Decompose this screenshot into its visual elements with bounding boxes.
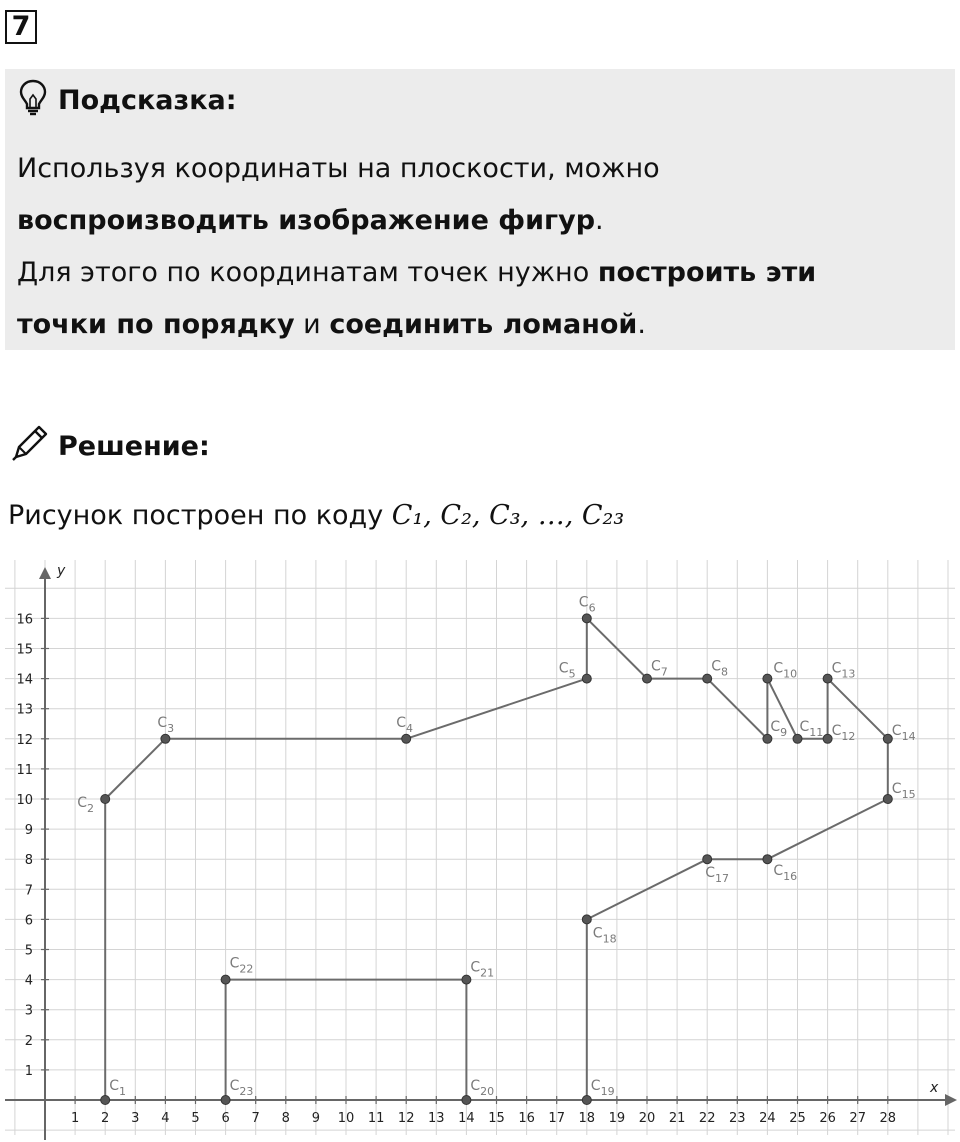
solution-title-row bbox=[10, 424, 210, 468]
point-label: $C_5$ bbox=[558, 660, 576, 681]
point-label: $C_2$ bbox=[77, 795, 94, 815]
point-c6 bbox=[582, 614, 591, 623]
x-tick-label: 14 bbox=[458, 1111, 475, 1126]
hint-bold-3: точки по порядку bbox=[17, 309, 295, 340]
y-tick-label: 8 bbox=[24, 853, 33, 869]
x-tick-label: 25 bbox=[789, 1111, 806, 1126]
point-label: $C_{18}$ bbox=[592, 925, 617, 946]
hint-bold-4: соединить ломаной bbox=[329, 309, 638, 340]
hint-text bbox=[17, 143, 937, 351]
point-c4 bbox=[402, 734, 411, 743]
point-c10 bbox=[763, 674, 772, 683]
y-tick-label: 10 bbox=[16, 793, 33, 808]
point-label: $C_{11}$ bbox=[799, 718, 824, 739]
x-tick-label: 24 bbox=[759, 1111, 776, 1126]
y-tick-label: 14 bbox=[16, 672, 33, 688]
x-tick-label: 20 bbox=[638, 1111, 656, 1126]
y-tick-label: 11 bbox=[16, 762, 33, 778]
hint-bold-1: воспроизводить изображение фигур bbox=[17, 205, 596, 236]
y-tick-label: 6 bbox=[24, 913, 33, 929]
point-c18 bbox=[582, 915, 591, 924]
x-axis-arrow bbox=[945, 1094, 957, 1106]
y-tick-label: 13 bbox=[16, 702, 33, 718]
x-tick-label: 6 bbox=[221, 1111, 230, 1126]
x-tick-label: 3 bbox=[131, 1111, 140, 1126]
point-label: $C_6$ bbox=[578, 594, 596, 615]
point-c5 bbox=[582, 674, 591, 683]
x-tick-label: 16 bbox=[518, 1111, 535, 1126]
solution-title: Решение: bbox=[58, 430, 210, 462]
task-number: 7 bbox=[5, 10, 37, 44]
hint-line-4 bbox=[17, 299, 937, 351]
point-label: $C_{10}$ bbox=[773, 660, 798, 681]
point-c21 bbox=[462, 975, 471, 984]
point-label: $C_{23}$ bbox=[229, 1078, 254, 1098]
hint-line-4-mid: и bbox=[294, 309, 330, 340]
y-tick-label: 12 bbox=[16, 732, 33, 748]
y-tick-label: 7 bbox=[24, 883, 33, 899]
point-label: $C_1$ bbox=[109, 1078, 126, 1098]
lightbulb-icon bbox=[18, 78, 48, 123]
x-tick-label: 1 bbox=[70, 1111, 80, 1126]
hint-title: Подсказка: bbox=[58, 84, 237, 116]
point-label: $C_{15}$ bbox=[891, 781, 916, 801]
point-label: $C_{16}$ bbox=[773, 863, 798, 884]
point-c3 bbox=[161, 734, 170, 743]
point-c2 bbox=[101, 795, 110, 804]
y-tick-label: 16 bbox=[16, 612, 33, 628]
hint-line-3 bbox=[17, 247, 937, 299]
x-tick-label: 26 bbox=[819, 1111, 836, 1126]
y-axis-arrow bbox=[39, 567, 51, 579]
hint-line-4-end: . bbox=[637, 309, 646, 340]
x-tick-label: 23 bbox=[729, 1111, 746, 1126]
point-c8 bbox=[703, 674, 712, 683]
x-tick-label: 11 bbox=[367, 1111, 385, 1126]
x-tick-label: 10 bbox=[337, 1111, 355, 1126]
x-tick-label: 8 bbox=[281, 1111, 290, 1126]
point-label: $C_3$ bbox=[157, 714, 175, 735]
x-tick-label: 12 bbox=[397, 1111, 415, 1126]
point-c23 bbox=[221, 1096, 230, 1105]
x-tick-label: 17 bbox=[548, 1111, 565, 1126]
x-tick-label: 9 bbox=[311, 1111, 321, 1126]
point-c9 bbox=[763, 734, 772, 743]
point-label: $C_7$ bbox=[651, 658, 668, 679]
point-c20 bbox=[462, 1096, 471, 1105]
hint-line-3-start: Для этого по координатам точек нужно bbox=[17, 257, 598, 288]
solution-sentence: Рисунок построен по коду bbox=[8, 500, 392, 531]
pencil-icon bbox=[10, 423, 50, 470]
hint-bold-2: построить эти bbox=[597, 257, 817, 288]
y-tick-label: 2 bbox=[24, 1033, 33, 1049]
point-label: $C_{21}$ bbox=[470, 959, 495, 980]
x-tick-label: 5 bbox=[191, 1111, 200, 1126]
point-c22 bbox=[221, 975, 230, 984]
x-tick-label: 18 bbox=[578, 1111, 596, 1126]
point-label: $C_{19}$ bbox=[590, 1078, 615, 1098]
x-tick-label: 27 bbox=[849, 1111, 866, 1126]
y-tick-label: 15 bbox=[16, 642, 33, 658]
y-axis-label: y bbox=[57, 563, 66, 579]
point-label: $C_{22}$ bbox=[229, 955, 254, 976]
y-tick-label: 5 bbox=[24, 943, 33, 959]
hint-line-2-end: . bbox=[595, 205, 604, 236]
point-label: $C_8$ bbox=[711, 658, 728, 679]
solution-text bbox=[8, 496, 624, 536]
x-tick-label: 15 bbox=[488, 1111, 505, 1126]
point-label: $C_{12}$ bbox=[831, 722, 856, 743]
hint-line-1: Используя координаты на плоскости, можно bbox=[17, 153, 660, 184]
point-c1 bbox=[101, 1096, 110, 1105]
coordinate-chart bbox=[0, 555, 960, 1142]
x-tick-label: 4 bbox=[161, 1111, 170, 1126]
point-c16 bbox=[763, 855, 772, 864]
point-label: $C_{20}$ bbox=[470, 1078, 495, 1098]
y-tick-label: 3 bbox=[24, 1003, 33, 1019]
point-c19 bbox=[582, 1096, 591, 1105]
x-tick-label: 7 bbox=[251, 1111, 260, 1126]
x-axis-label: x bbox=[930, 1080, 939, 1096]
x-tick-label: 19 bbox=[608, 1111, 626, 1126]
hint-line-2 bbox=[17, 195, 937, 247]
point-label: $C_4$ bbox=[396, 714, 413, 735]
solution-code: C₁, C₂, C₃, …, C₂₃ bbox=[391, 500, 625, 531]
point-c17 bbox=[703, 855, 712, 864]
point-label: $C_{13}$ bbox=[831, 660, 856, 681]
point-c11 bbox=[793, 734, 802, 743]
y-tick-label: 1 bbox=[24, 1063, 33, 1079]
point-label: $C_{14}$ bbox=[891, 722, 916, 743]
hint-title-row bbox=[18, 80, 237, 120]
point-label: $C_{17}$ bbox=[705, 865, 729, 886]
y-tick-label: 9 bbox=[24, 823, 33, 839]
x-tick-label: 2 bbox=[101, 1111, 110, 1126]
x-tick-label: 22 bbox=[698, 1111, 716, 1126]
point-label: $C_9$ bbox=[770, 718, 788, 739]
x-tick-label: 28 bbox=[879, 1111, 897, 1126]
x-tick-label: 13 bbox=[428, 1111, 445, 1126]
x-tick-label: 21 bbox=[668, 1111, 686, 1126]
y-tick-label: 4 bbox=[24, 973, 33, 989]
point-c7 bbox=[643, 674, 652, 683]
